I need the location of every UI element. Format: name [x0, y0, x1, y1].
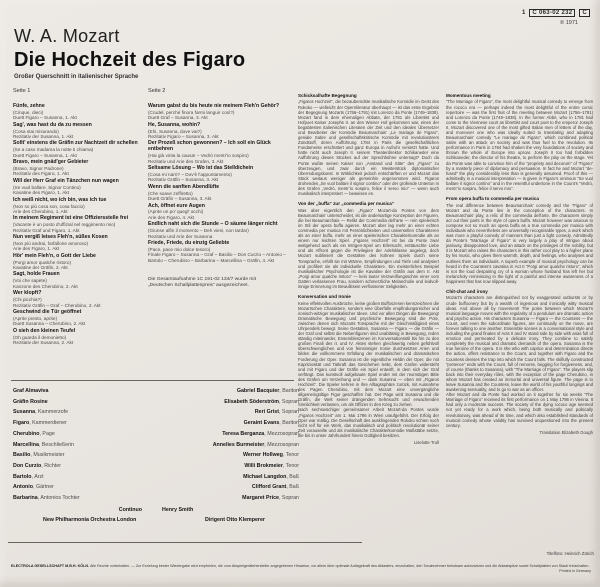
track-italian-title: (Porgi amor qualche ristoro) [13, 259, 72, 265]
role-name: Figaro [13, 420, 30, 427]
orchestra-line [13, 517, 299, 523]
cast-row [13, 475, 299, 481]
track-italian-title: (Non più andrai, farfallone amoroso) [13, 240, 89, 246]
performer-voice: , Sopran [278, 495, 299, 502]
track-credit: Rezitativ Gräfin – Susanna, 3. Akt [148, 177, 219, 183]
track-title: Wenn die sanften Abendlüfte [148, 183, 220, 190]
note-heading: Momentous meeting [446, 93, 491, 98]
note-section [298, 407, 439, 438]
role-description: , Musikmeister [30, 452, 65, 459]
performer-name: Clifford Grant [251, 484, 287, 491]
cast-performer [213, 443, 299, 449]
role-description: , Arzt [31, 473, 44, 480]
performer-name: Margaret Price [242, 495, 279, 502]
phonogram-year: ℗ 1971 [560, 20, 578, 26]
legal-notice: Alle Rechte vorbehalten. — Zur Erzielung bester Wiedergabe wird empfohlen, die vom Abspielgerätehersteller angegebenen Hinweise, vor allem über optimale Auflagekraft des Abtasters, einzuhalten, den Tonabnehmer behutsam aufzusetzen und die Abtastspitze sowie Schallplatten von Staub freizuhalten. [89, 564, 590, 568]
cast-performer [255, 410, 299, 416]
role-name: Barbarina [13, 495, 38, 502]
track-item [13, 329, 140, 346]
cast-performer [243, 453, 299, 459]
performer-name: Geraint Evans [243, 420, 280, 427]
track-credit: Kanzone des Cherubino, 2. Akt [13, 283, 78, 289]
cast-row [13, 443, 299, 449]
track-item [13, 198, 140, 215]
track-title: Wer klopft? [13, 290, 42, 297]
track-title: Sag', was hast du da zu messen [13, 121, 92, 128]
side2-track-list [148, 104, 294, 263]
cast-role [13, 410, 68, 416]
cast-performer [224, 400, 299, 406]
track-item [148, 123, 294, 140]
track-item [13, 104, 140, 121]
note-paragraph: The real difference between Beaumarchais’ comedy and the “Figaro” of Mozart and da Ponte lies in the conception of the characters. In Beaumarchais’ play, a relic of the commedia dell’arte, the characters simply act out their parts in the style of opera buffa. Mozart however was anxious to compose not so much an opera buffa as a true commedia per musica with individuals who nevertheless are universally recognisable types, a work which was more a playful comedy of manners than just a light comedy. Admittedly da Ponte’s “Marriage of Figaro” is very largely a play of intrigue about jealousy, disappointed love, and an attack on the privileges of the nobility, but it is Mozart who raises the characters in this rather cool play to a higher plane by his music, who gives them warmth, depth, and feelings, who analyses and outlines them as individuals. A superb example of musical psychology can be heard in the Countess’s cavatina in Act II “Porgi amor qualche ristoro”, which is not the loud despairing cry of a woman whose husband has left her but melancholy reminiscing in the light of a painful and intense awareness of a happiness that has now slipped away. [446, 202, 593, 284]
conductor-name: Dirigent Otto Klemperer [204, 516, 265, 523]
performer-voice: , Bariton [279, 388, 299, 394]
note-paragraph: Mozart’s characters are distinguished not by exaggerated outbursts or by crude buffoonery but by a wealth of ingenious and ironically witty musical ideas. And above all by movement! The poles between which Mozart’s musical language moves with the regularity of a pendulum are dramatic action and psychic action. His characters Susanna — Figaro — the Countess — the Count, and even the subordinate figures, are continually on the move, are forever talking to one another. Ensemble scenes in a conversational style and including the grand finales of Acts II and IV stand side by side with arias full of emotion and permeated by a delicate irony. They combine to satisfy completely the musical and dramatic demands of the opera. Susanna is the true heroine of the opera. It is she who with caprice and determination directs the action, offers resistance to the Count, and together with Figaro and the Countess devises the trap into which the Count falls. The skilfully constructed “pretence” ends with the Count, full of remorse, begging for forgiveness, and, of course (thanks to Susanna), with “The Marriage of Figaro”. The players slip back into their everyday rôles, with the exception of the page Cherubino, in whom Mozart has created an immortal and universal figure. The page is to leave Susanna and the Countess, leave the world of his youthful longings and awakening sensuality, and to go to war as an officer. [446, 295, 593, 393]
track-title: Nun vergiß leises Fleh'n, süßes Kosen [13, 234, 108, 241]
catalog-area [522, 9, 590, 26]
note-section [446, 93, 593, 191]
note-section [298, 93, 439, 196]
role-name: Bartolo [13, 473, 32, 480]
track-italian-title: (Pace, pace mio dolce tesoro) [148, 246, 211, 252]
role-description: , Beschließerin [38, 441, 74, 448]
liner-notes-english-blocks [446, 93, 593, 428]
cast-row [13, 496, 299, 502]
performer-name: Werner Hollweg [242, 452, 283, 459]
track-credit: Duett Graf – Susanna, 3. Akt [148, 115, 208, 121]
track-title: Hör' mein Fleh'n, o Gott der Liebe [13, 252, 96, 259]
track-item [148, 204, 294, 221]
track-item [148, 166, 294, 183]
note-paragraph: Keine effektvollen Ausbrüche, keine großen Buffoszenen kennzeichnen die Mozartschen Charaktere, sondern eine Überfülle empfindungsreicher und ironisch-witziger musikalischer Ideen. Und vor allen Dingen die Bewegung! Dramatische Bewegung und psychische Bewegung sind die Pole, zwischen denen sich Mozarts Tonsprache mit der Gleichmäßigkeit eines Uhrpendels bewegt. Seine Gestalten, Susanna — Figaro — die Gräfin — der Graf und selbst die Nebenfiguren sind unablässig in Bewegung, reden ständig miteinander, Ensembleszenen im Konversationsstil bis hin zu den großen Finali des II. und IV. Aktes stehen gleichwertig neben gefühlvoll überschwenglichen und von feinsinniger Ironie durchsetzten Arien und bilden die vollkommene Erfüllung der musikalischen und dramatischen Forderung der Oper. Susanna ist die eigentliche Heldin der Oper, die mit Kapriziosität und Tatkraft das Geschehen lenkt, dem Grafen widersteht und mit Figaro und der Gräfin ein Spiel entwirft, in dem sich der Graf verfängt. Das kunstvoll aufgebaute Spiel endet mit der reumütigen Bitte des Grafen um Verzeihung und — dank Susanna — eben mit „Figaros Hochzeit“. Die Spieler kehren in ihre Alltagssphäre zurück, mit Ausnahme des Pagen Cherubino, mit dem Mozart eine unvergängliche allgemeingültige Figur geschaffen hat. Der Page wird Susanna und die Gräfin, die Welt seiner drängenden Sehnsucht und erwachenden Sinnlichkeit verlassen, um als Offizier in den Krieg zu ziehen. [298, 300, 439, 408]
note-paragraph: „Figaros Hochzeit“, die bezauberndste musikalische Komödie im Geist des Rokoko — vielleicht der Opernliteratur überhaupt — ist das erste Ergebnis der Begegnung Mozarts (1756–1791) mit Lorenzo da Ponte (1749–1838). Mozart fand in dem ehemaligen Abbate, der 1781 als Librettist und Hofpoet Kaiser Josephs II. an den Wiener Hof gekommen war, einen der begabtesten italienischen Literaten der Zeit und den idealen Übersetzer und Bearbeiter der Komödie Beaumarchais’ „Le mariage de Figaro“, geniale Satire und gesellschaftskritische Komödie mit revolutionärem Zündstoff, deren Aufführung 1784 in Paris die gesellschaftlichen Fundamente erschüttert und ganz Europa in Aufruhr versetzt hatte. Und hatte nicht auch Joseph II. seinem Theaterdirektor Schikaneder eine Aufführung dieses Stückes auf der Sprechbühne untersagt? Doch da Ponte wußte seinen Kaiser von „Anstand und Sitte“ des „Figaro“ zu überzeugen, und zwar durch ein Meisterstück diplomatischer Überredungskunst. In Wirklichkeit jedoch entschärften er und Mozart das Stück weitaus weniger als gemeinhin angenommen wird. Figaros drohendes „Se vuol ballare il signor contino“ oder der grollende Unterton in des Grafen „Vedrò, mentr’io sospiro, felice il servo mio“ — wenn auch musikalisch interpretiert — beweisen es. [298, 99, 439, 197]
track-item [13, 141, 140, 158]
cast-performer [222, 432, 299, 438]
note-section [446, 289, 593, 392]
performer-name: Annelies Burmeister [212, 441, 265, 448]
track-italian-title: (Crudel, perché finora farmi languir così?) [148, 109, 235, 115]
performer-voice: , Mezzosopran [264, 441, 299, 448]
quadrant-mark: C [579, 9, 590, 17]
track-credit: Arie des Figaro, 4. Akt [148, 214, 195, 220]
track-credit: Rezitativ Figaro – Susanna, 3. Akt [148, 134, 219, 140]
cast-performer [242, 496, 299, 502]
track-item [13, 272, 140, 289]
track-italian-title: (Che soave zeffiretto) [148, 190, 193, 196]
cast-list [13, 389, 299, 523]
performer-name: Reri Grist [254, 409, 279, 416]
track-item [13, 123, 140, 140]
track-italian-title: (Cinque, dieci) [13, 109, 44, 115]
performer-voice: , Baß [286, 473, 299, 480]
performer-name: Elisabeth Söderström [224, 398, 279, 405]
track-credit: Duett Gräfin – Susanna, 3. Akt [148, 196, 212, 202]
role-description: , Richter [41, 462, 61, 469]
track-credit: Arie des Figaro, 1. Akt [13, 246, 60, 252]
note-section [446, 196, 593, 284]
track-credit: Arie des Cherubino, 1. Akt [13, 208, 68, 214]
continuo-label: Continuo [118, 506, 143, 513]
note-paragraph: After Mozart and da Ponte had worked on it together for six weeks “The Marriage of Figaro” received its first performance on 1 May 1786 in Vienna. It had only a moderate success. The society of the dying rococo age seemed not yet ready for a work which, being both musically and politically revolutionary, was ahead of its time, and which also established standards of musical comedy whose validity has survived unquestioned into the present century. [446, 392, 593, 428]
cast-row [13, 421, 299, 427]
note-section [298, 294, 439, 407]
role-name: Antonio [13, 484, 34, 491]
role-name: Cherubino [13, 430, 40, 437]
note-heading: Chit-chat and irony [446, 289, 488, 294]
role-description: , Antonios Tochter [37, 495, 80, 502]
track-italian-title: (Cosa mi narri? – Dov'è l'appuntamento) [148, 171, 232, 177]
track-credit: Rezitativ Gräfin – Graf – Cherubino, 2. Akt [13, 302, 101, 308]
cast-role [13, 389, 48, 395]
track-italian-title: (Aprite un po' quegl' occhi) [148, 209, 204, 215]
role-name: Gräfin Rosine [13, 398, 48, 405]
performer-name: Willi Brokmeier [244, 462, 283, 469]
note-paragraph: Was aber eigentlich den „Figaro“ Mozart-da Pontes von dem Beaumarchais’ unterscheidet, ist die andersartige Konzeption der Figuren, die bei Beaumarchais — Relikt der Commedia dell’arte — rein spielerisch im Stil der opera buffa agieren. Mozart aber lag mehr an einer echten commedia per musica mit Persönlichkeiten und universellen Charakteren als an einer buffa, mehr an einer spielerischen Charakterkomödie als an einem nur leichten Spiel. „Figaros Hochzeit“ ist bei da Ponte zwar weitgehend auch als ein Intrigen-Spiel um Eifersucht, enttäuschte Liebe und als Affront gegen die Privilegien der Adelsklasse angelegt, doch Mozart sublimiert die Gestalten des kühnen Spiels durch seine Tonsprache, erfüllt sie mit Wärme, Empfindungen und Tiefe und analysiert und profiliert sie als individuelle Charaktere. Ein meisterliches Beispiel musikalischer Psychologie ist die Kavatine der Gräfin aus dem II. Akt „Porgi amor qualche ristoro“ — kein lauter Verzweiflungsschrei einer vom Gatten verlassenen Frau, sondern schmerzliche Melancholie und leidvoll-innige Erinnerung im Bewußtsein verflossener Seligkeiten. [298, 207, 439, 289]
track-item [148, 185, 294, 202]
role-description: , Kammerdiener [29, 420, 67, 427]
track-italian-title: (Non so più cosa son, cosa faccio) [13, 203, 85, 209]
side2-label: Seite 2 [148, 88, 166, 94]
role-name: Susanna [13, 409, 36, 416]
track-title: Ich weiß nicht, wo ich bin, was ich tue [13, 196, 107, 203]
track-credit: Rezitativ und Arie des Grafen, 3. Akt [148, 158, 224, 164]
continuo-performer: Henry Smith [162, 506, 194, 513]
track-italian-title: (Bravo, Signor Padrone) [13, 166, 64, 172]
note-heading: Schicksalhafte Begegnung [298, 93, 357, 98]
track-title: Friede, Friede, du einzig Geliebte [148, 239, 230, 246]
note-section [446, 392, 593, 428]
track-item [148, 141, 294, 164]
track-title: Sollt' einstens die Gräfin zur Nachtzeit dir schellen [13, 140, 138, 147]
cast-performer [244, 421, 299, 427]
track-credit: Kavatine des Figaro, 1. Akt [13, 190, 70, 196]
liner-notes-german [298, 88, 439, 540]
track-item [148, 222, 294, 239]
track-title: Sagt, holde Frauen [13, 271, 60, 278]
award-note: Die Gesamtaufnahme 1C 191-02 134/7 wurde mit „Deutschen Schallplattenpreis“ ausgezeichnet. [148, 277, 256, 288]
side-number: 1 [522, 10, 526, 16]
track-credit: Duett Figaro – Susanna, 1. Akt [13, 152, 77, 158]
track-italian-title: (Voi che sapete) [13, 278, 47, 284]
note-section [298, 201, 439, 289]
album-subtitle: Großer Querschnitt in italienischer Sprache [14, 74, 139, 80]
track-item [13, 216, 140, 233]
cast-role [13, 453, 65, 459]
track-italian-title: (Vacante è un posto d'uffizial nel reggimento mio) [13, 222, 116, 228]
cast-row [13, 464, 299, 470]
track-title: In meinem Regiment ist eine Offiziersstelle frei [13, 215, 129, 222]
performer-voice: , Tenor [282, 462, 299, 469]
cast-row [13, 485, 299, 491]
note-paragraph: Nach sechswöchiger gemeinsamer Arbeit Mozart-da Pontes wurde „Figaros Hochzeit“ am 1. Mai 1786 in Wien uraufgeführt. Der Erfolg der Oper war mäßig. Die Gesellschaft des ausklingenden Rokoko schien noch nicht reif für ein Werk, das musikalisch und politisch revolutionär seiner Zeit vorauseilte und als musikalische Charakterkomödie Maßstäbe setzte, die bis in unser Jahrhundert hinein Gültigkeit besitzen. [298, 407, 439, 438]
cast-performer [243, 475, 299, 481]
cast-row [13, 432, 299, 438]
performer-name: Michael Langdon [243, 473, 287, 480]
cast-role [13, 432, 55, 438]
track-italian-title: (Oh guarda il demonietto) [13, 334, 67, 340]
german-notes-author: Liselotte Troll [413, 440, 439, 446]
cast-rows [13, 389, 299, 502]
performer-voice: , Bariton [279, 420, 299, 427]
track-italian-title: (Chi picchia?) [13, 297, 42, 303]
performer-voice: , Baß [286, 484, 299, 491]
title-block [14, 26, 245, 80]
track-title: Seltsame Lösung – Wo ist das Stelldichein [148, 165, 254, 172]
orchestra-name: New Philharmonia Orchestra London [43, 516, 137, 523]
cast-role [13, 421, 67, 427]
track-italian-title: (Aprite presto, aprite) [13, 315, 58, 321]
track-italian-title: (Giunse alfin il momento – Deh vieni, non tardar) [148, 228, 249, 234]
publisher-legal-text [11, 564, 591, 569]
performer-voice: , Sopran [278, 409, 299, 416]
track-item [13, 179, 140, 196]
english-notes-translator: Translation Elizabeth Gough [539, 429, 593, 435]
track-title: Bravo, mein gnäd'ger Gebieter [13, 159, 89, 166]
track-credit: Duett Susanna – Cherubino, 2. Akt [13, 321, 86, 327]
track-title: Der Prozeß schon gewonnen? – Ich soll ein Glück entbehren [148, 140, 271, 153]
performer-voice: , Sopran [278, 398, 299, 405]
track-item [13, 254, 140, 271]
track-item [13, 291, 140, 308]
role-name: Don Curzio [13, 462, 42, 469]
cast-row [13, 389, 299, 395]
track-title: Geschwind die Tür geöffnet [13, 308, 82, 315]
role-name: Basilio [13, 452, 31, 459]
track-item [13, 235, 140, 252]
cover-photo-credit: Titelfoto: Heinrich Zürich [546, 551, 594, 556]
side2-column [148, 88, 294, 289]
role-description: , Kammerzofe [35, 409, 69, 416]
track-credit: Rezitativ Graf und Figaro, 1. Akt [13, 227, 80, 233]
track-italian-title: (Hai già vinta la causa! – Vedrò mentr'io sospiro) [148, 153, 249, 159]
track-credit: Rezitativ des Figaro, 1. Akt [13, 171, 69, 177]
note-heading: From opera buffa to commedia per musica [446, 196, 539, 202]
role-name: Marcellina [13, 441, 39, 448]
track-title: Warum gabst du bis heute nie meinem Fleh'n Gehör? [148, 103, 280, 109]
side1-label: Seite 1 [13, 88, 31, 94]
cast-role [13, 496, 80, 502]
performer-name: Teresa Berganza [222, 430, 265, 437]
cast-divider-rule [11, 380, 294, 381]
track-italian-title: (Cosa stai misurando) [13, 128, 59, 134]
cast-role [13, 485, 54, 491]
track-title: Fünfe, zehne [13, 103, 45, 109]
track-item [148, 104, 294, 121]
cast-row [13, 400, 299, 406]
liner-notes-german-blocks [298, 93, 439, 438]
performer-voice: , Mezzosopran [264, 430, 299, 437]
cast-performer [244, 464, 299, 470]
footer-divider-rule [8, 542, 362, 543]
performer-voice: , Tenor [282, 452, 299, 459]
track-italian-title: (Ehi, Susanna, dove vai?) [148, 128, 202, 134]
cast-role [13, 400, 48, 406]
note-paragraph: “The Marriage of Figaro”, the most delightful musical comedy to emerge from the rococo era — perhaps indeed the most delightful of the entire comic repertoire — was the first fruit of the meeting between Mozart (1756–1791) and Lorenzo da Ponte (1749–1838). In the former Abbé, who in 1781 had come to the Viennese court as librettist and court poet to the emperor Joseph II, Mozart discovered one of the most gifted Italian men of letters of the day, and moreover one who was ideally suited to translating and adapting Beaumarchais’ comedy “Le mariage de Figaro”, which combined political satire with an attack on society and was thus fuel to the revolution. Its performance in Paris in 1784 had shaken the very foundations of society and thrown the whole of Europe into uproar. Joseph II too had forbidden Schikaneder, the director of his theatre, to perform the play on the stage. Yet da Ponte was able to convince him of the “propriety and decorum” of “Figaro” by a masterly piece of diplomacy and persuasion. In fact he and Mozart “de-fused” the play considerably less than is generally assumed. Proof of this — admittedly in a musical interpretation — is given in Figaro’s ominous “Se vuol ballare il signor contino” and in the resentful undertone in the Count’s “Vedrò, mentr’io sospiro, felice il servo mio”. [446, 99, 593, 191]
role-name: Graf Almaviva [13, 388, 49, 394]
track-credit: Kavatine der Gräfin, 2. Akt [13, 265, 68, 271]
cast-performer [237, 389, 299, 395]
note-heading: Konversation und Ironie [298, 294, 351, 300]
printed-in-notice: Printed in Germany [559, 568, 591, 573]
track-title: Endlich naht sich die Stunde – O säume länger nicht [148, 221, 278, 228]
side1-column [13, 88, 140, 347]
track-item [148, 241, 294, 263]
liner-notes-english [446, 88, 593, 540]
track-credit: Finale Figaro – Susanna – Graf – Basilio – Don Curzio – Antonio – Bartolo – Cherubino – Barbarina – Marcellina – Gräfin, 4. Akt [148, 252, 286, 263]
note-heading: Von der „buffa“ zur „commedia per musica“ [298, 201, 395, 207]
cast-row [13, 453, 299, 459]
track-title: O sieh den kleinen Teufel [13, 327, 76, 334]
cast-row [13, 410, 299, 416]
track-item [13, 310, 140, 327]
role-description: , Page [39, 430, 55, 437]
track-item [13, 160, 140, 177]
track-credit: Duett Figaro – Susanna, 1. Akt [13, 115, 77, 121]
composer-name: W. A. Mozart [14, 26, 120, 46]
track-title: Will der Herr Graf ein Tänzchen nun wagen [13, 177, 119, 184]
publisher-name: ELECTROLA GESELLSCHAFT M.B.H. KÖLN. [11, 564, 90, 568]
cast-role [13, 464, 61, 470]
track-title: Ach, öffnet eure Augen [148, 202, 205, 209]
cast-role [13, 475, 44, 481]
role-description: , Gärtner [33, 484, 54, 491]
side1-track-list [13, 104, 140, 345]
performer-name: Gabriel Bacquier [236, 388, 280, 394]
continuo-line [13, 507, 299, 513]
catalog-number: C 063-02 232 [529, 9, 575, 17]
track-title: He, Susanna, wohin? [148, 121, 201, 128]
track-italian-title: (Se a caso madama la notte ti chiama) [13, 147, 94, 153]
cast-performer [252, 485, 299, 491]
track-credit: Rezitativ der Susanna, 2. Akt [13, 339, 74, 345]
album-title: Die Hochzeit des Figaro [14, 49, 246, 71]
track-italian-title: (Se vuol ballare, Signor Contino) [13, 184, 81, 190]
track-credit: Rezitativ der Susanna, 1. Akt [13, 134, 74, 140]
track-credit: Rezitativ und Arie der Susanna [148, 233, 213, 239]
cast-role [13, 443, 74, 449]
